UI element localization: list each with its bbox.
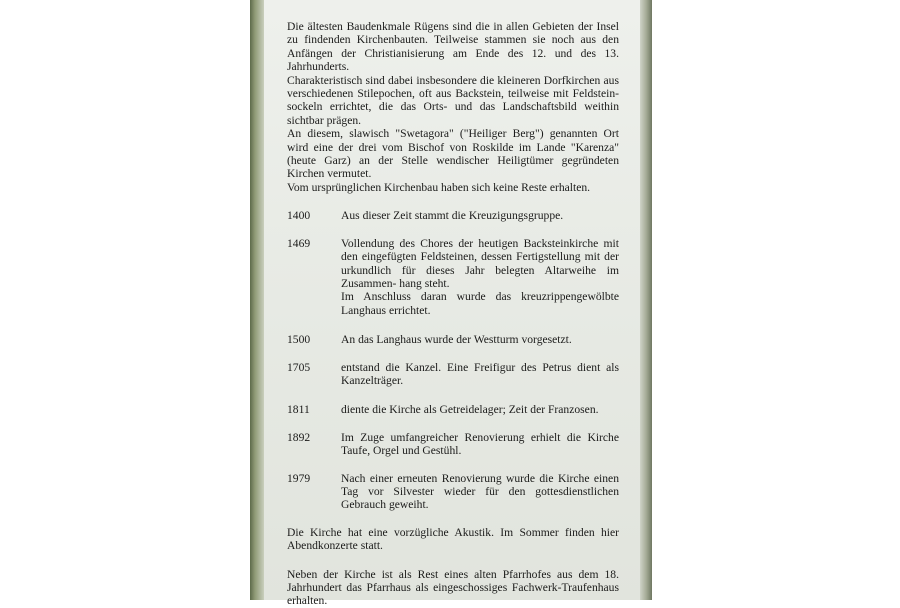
timeline-text: diente die Kirche als Getreidelager; Zeit der Franzosen.	[341, 403, 599, 417]
board-right-edge	[640, 0, 652, 600]
timeline-year: 1469	[287, 236, 311, 250]
outro-paragraph-1: Die Kirche hat eine vorzügliche Akustik. Im Sommer finden hier Abendkonzerte statt.	[287, 525, 619, 553]
timeline-text: entstand die Kanzel. Eine Freifigur des Petrus dient als Kanzelträger.	[341, 360, 619, 387]
timeline-entry	[287, 333, 619, 346]
timeline-year: 1705	[287, 360, 311, 374]
timeline-year: 1979	[287, 471, 311, 485]
intro-paragraph-2: Charakteristisch sind dabei insbesondere die kleineren Dorfkirchen aus verschiedenen Stilepochen, oft aus Backstein, teilweise mit Feldstein-sockeln errichtet, die das Orts- und das Landschaftsbild weithin sichtbar prägen.	[287, 73, 619, 127]
timeline-year: 1400	[287, 209, 311, 223]
timeline-entry	[287, 237, 619, 317]
timeline-entry	[287, 431, 619, 458]
timeline-year: 1811	[287, 403, 310, 417]
timeline-year: 1500	[287, 333, 311, 347]
outro-paragraph-2: Neben der Kirche ist als Rest eines alten Pfarrhofes aus dem 18. Jahrhundert das Pfarrhaus als eingeschossiges Fachwerk-Traufenhaus erhalten.	[287, 567, 619, 608]
timeline-year: 1892	[287, 430, 311, 444]
timeline-text: Vollendung des Chores der heutigen Backsteinkirche mit den eingefügten Feldsteinen, dessen Fertigstellung mit der urkundlich für dieses Jahr belegten Altarweihe im Zusammen- hang steht.	[341, 236, 619, 290]
timeline-text-group	[341, 237, 619, 317]
timeline-entry	[287, 361, 619, 388]
timeline-entry	[287, 403, 619, 416]
timeline-text: Nach einer erneuten Renovierung wurde die Kirche einen Tag vor Silvester wieder für den gottesdienstlichen Gebrauch geweiht.	[341, 471, 619, 512]
timeline-entry	[287, 209, 619, 222]
intro-paragraph-3: An diesem, slawisch "Swetagora" ("Heiliger Berg") genannten Ort wird eine der drei vom Bischof von Roskilde im Lande "Karenza" (heute Garz) an der Stelle wendischer Heiligtümer gegründeten Kirchen vermutet.	[287, 127, 619, 181]
timeline-text: An das Langhaus wurde der Westturm vorgesetzt.	[341, 333, 572, 347]
board-left-edge	[250, 0, 264, 600]
intro-paragraph-4: Vom ursprünglichen Kirchenbau haben sich keine Reste erhalten.	[287, 180, 591, 194]
timeline-text: Aus dieser Zeit stammt die Kreuzigungsgruppe.	[341, 209, 564, 223]
timeline-text-continued: Im Anschluss daran wurde das kreuzrippengewölbte Langhaus errichtet.	[341, 290, 619, 317]
board-text	[287, 20, 619, 608]
intro-paragraph-1: Die ältesten Baudenkmale Rügens sind die in allen Gebieten der Insel zu findenden Kirchenbauten. Teilweise stammen sie noch aus den Anfängen der Christianisierung am Ende des 12. und des 13. Jahrhunderts.	[287, 20, 619, 74]
timeline-text: Im Zuge umfangreicher Renovierung erhielt die Kirche Taufe, Orgel und Gestühl.	[341, 430, 619, 458]
timeline-entry	[287, 472, 619, 512]
